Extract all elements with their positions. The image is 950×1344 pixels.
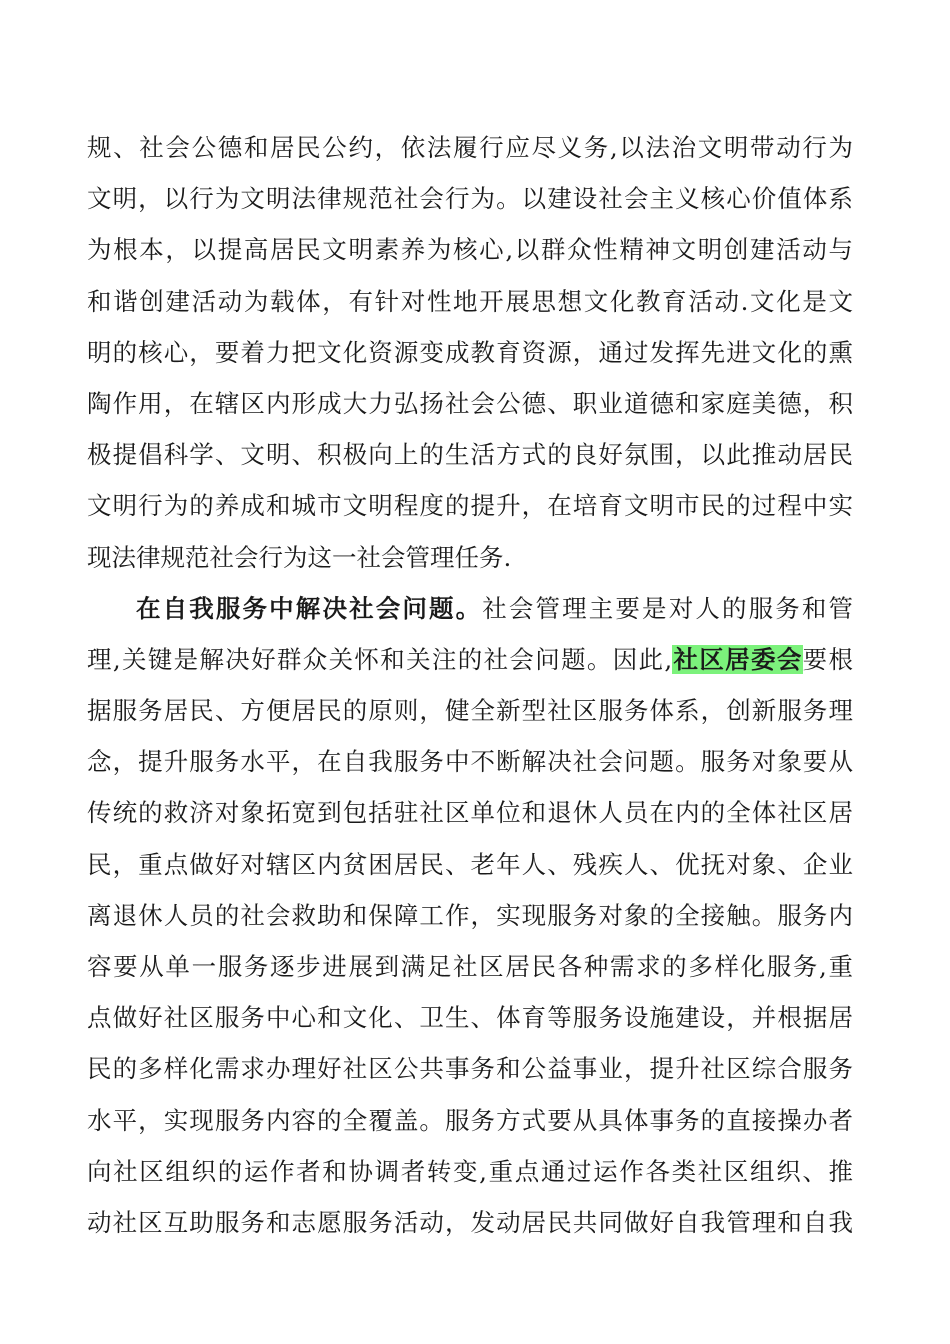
paragraph-line: 点做好社区服务中心和文化、卫生、体育等服务设施建设，并根据居	[87, 1003, 853, 1033]
paragraph-2	[87, 583, 853, 1248]
paragraph-line: 民，重点做好对辖区内贫困居民、老年人、残疾人、优抚对象、企业	[87, 849, 853, 879]
paragraph-line: 容要从单一服务逐步进展到满足社区居民各种需求的多样化服务,重	[87, 952, 853, 981]
paragraph-line: 念，提升服务水平，在自我服务中不断解决社会问题。服务对象要从	[87, 747, 853, 777]
paragraph-line: 现法律规范社会行为这一社会管理任务.	[87, 542, 512, 572]
paragraph-line: 离退休人员的社会救助和保障工作，实现服务对象的全接触。服务内	[87, 900, 853, 930]
paragraph-line: 水平，实现服务内容的全覆盖。服务方式要从具体事务的直接操办者	[87, 1105, 853, 1135]
paragraph-line: 明的核心，要着力把文化资源变成教育资源，通过发挥先进文化的熏	[87, 337, 853, 367]
paragraph-text: 要根	[802, 644, 854, 674]
section-heading: 在自我服务中解决社会问题。	[136, 593, 483, 623]
paragraph-first-line	[87, 583, 853, 634]
paragraph-line: 文明行为的养成和城市文明程度的提升，在培育文明市民的过程中实	[87, 491, 853, 521]
paragraph-line: 传统的救济对象拓宽到包括驻社区单位和退休人员在内的全体社区居	[87, 798, 853, 828]
paragraph-line: 陶作用，在辖区内形成大力弘扬社会公德、职业道德和家庭美德，积	[87, 388, 853, 418]
paragraph-line	[87, 634, 853, 685]
paragraph-line: 极提倡科学、文明、积极向上的生活方式的良好氛围，以此推动居民	[87, 440, 853, 470]
paragraph-text: 理,关键是解决好群众关怀和关注的社会问题。因此,	[87, 644, 673, 674]
highlighted-term: 社区居委会	[672, 644, 803, 674]
paragraph-line: 规、社会公德和居民公约，依法履行应尽义务,以法治文明带动行为	[87, 133, 853, 162]
paragraph-line: 动社区互助服务和志愿服务活动，发动居民共同做好自我管理和自我	[87, 1207, 853, 1237]
paragraph-line: 民的多样化需求办理好社区公共事务和公益事业，提升社区综合服务	[87, 1054, 853, 1084]
document-body	[87, 122, 853, 1248]
paragraph-line: 为根本，以提高居民文明素养为核心,以群众性精神文明创建活动与	[87, 235, 853, 265]
paragraph-line: 据服务居民、方便居民的原则，健全新型社区服务体系，创新服务理	[87, 696, 853, 726]
paragraph-line: 和谐创建活动为载体，有针对性地开展思想文化教育活动.文化是文	[87, 286, 853, 316]
paragraph-1	[87, 122, 853, 583]
paragraph-line: 文明，以行为文明法律规范社会行为。以建设社会主义核心价值体系	[87, 184, 853, 214]
paragraph-line: 向社区组织的运作者和协调者转变,重点通过运作各类社区组织、推	[87, 1156, 853, 1186]
paragraph-text: 社会管理主要是对人的服务和管	[482, 593, 853, 623]
